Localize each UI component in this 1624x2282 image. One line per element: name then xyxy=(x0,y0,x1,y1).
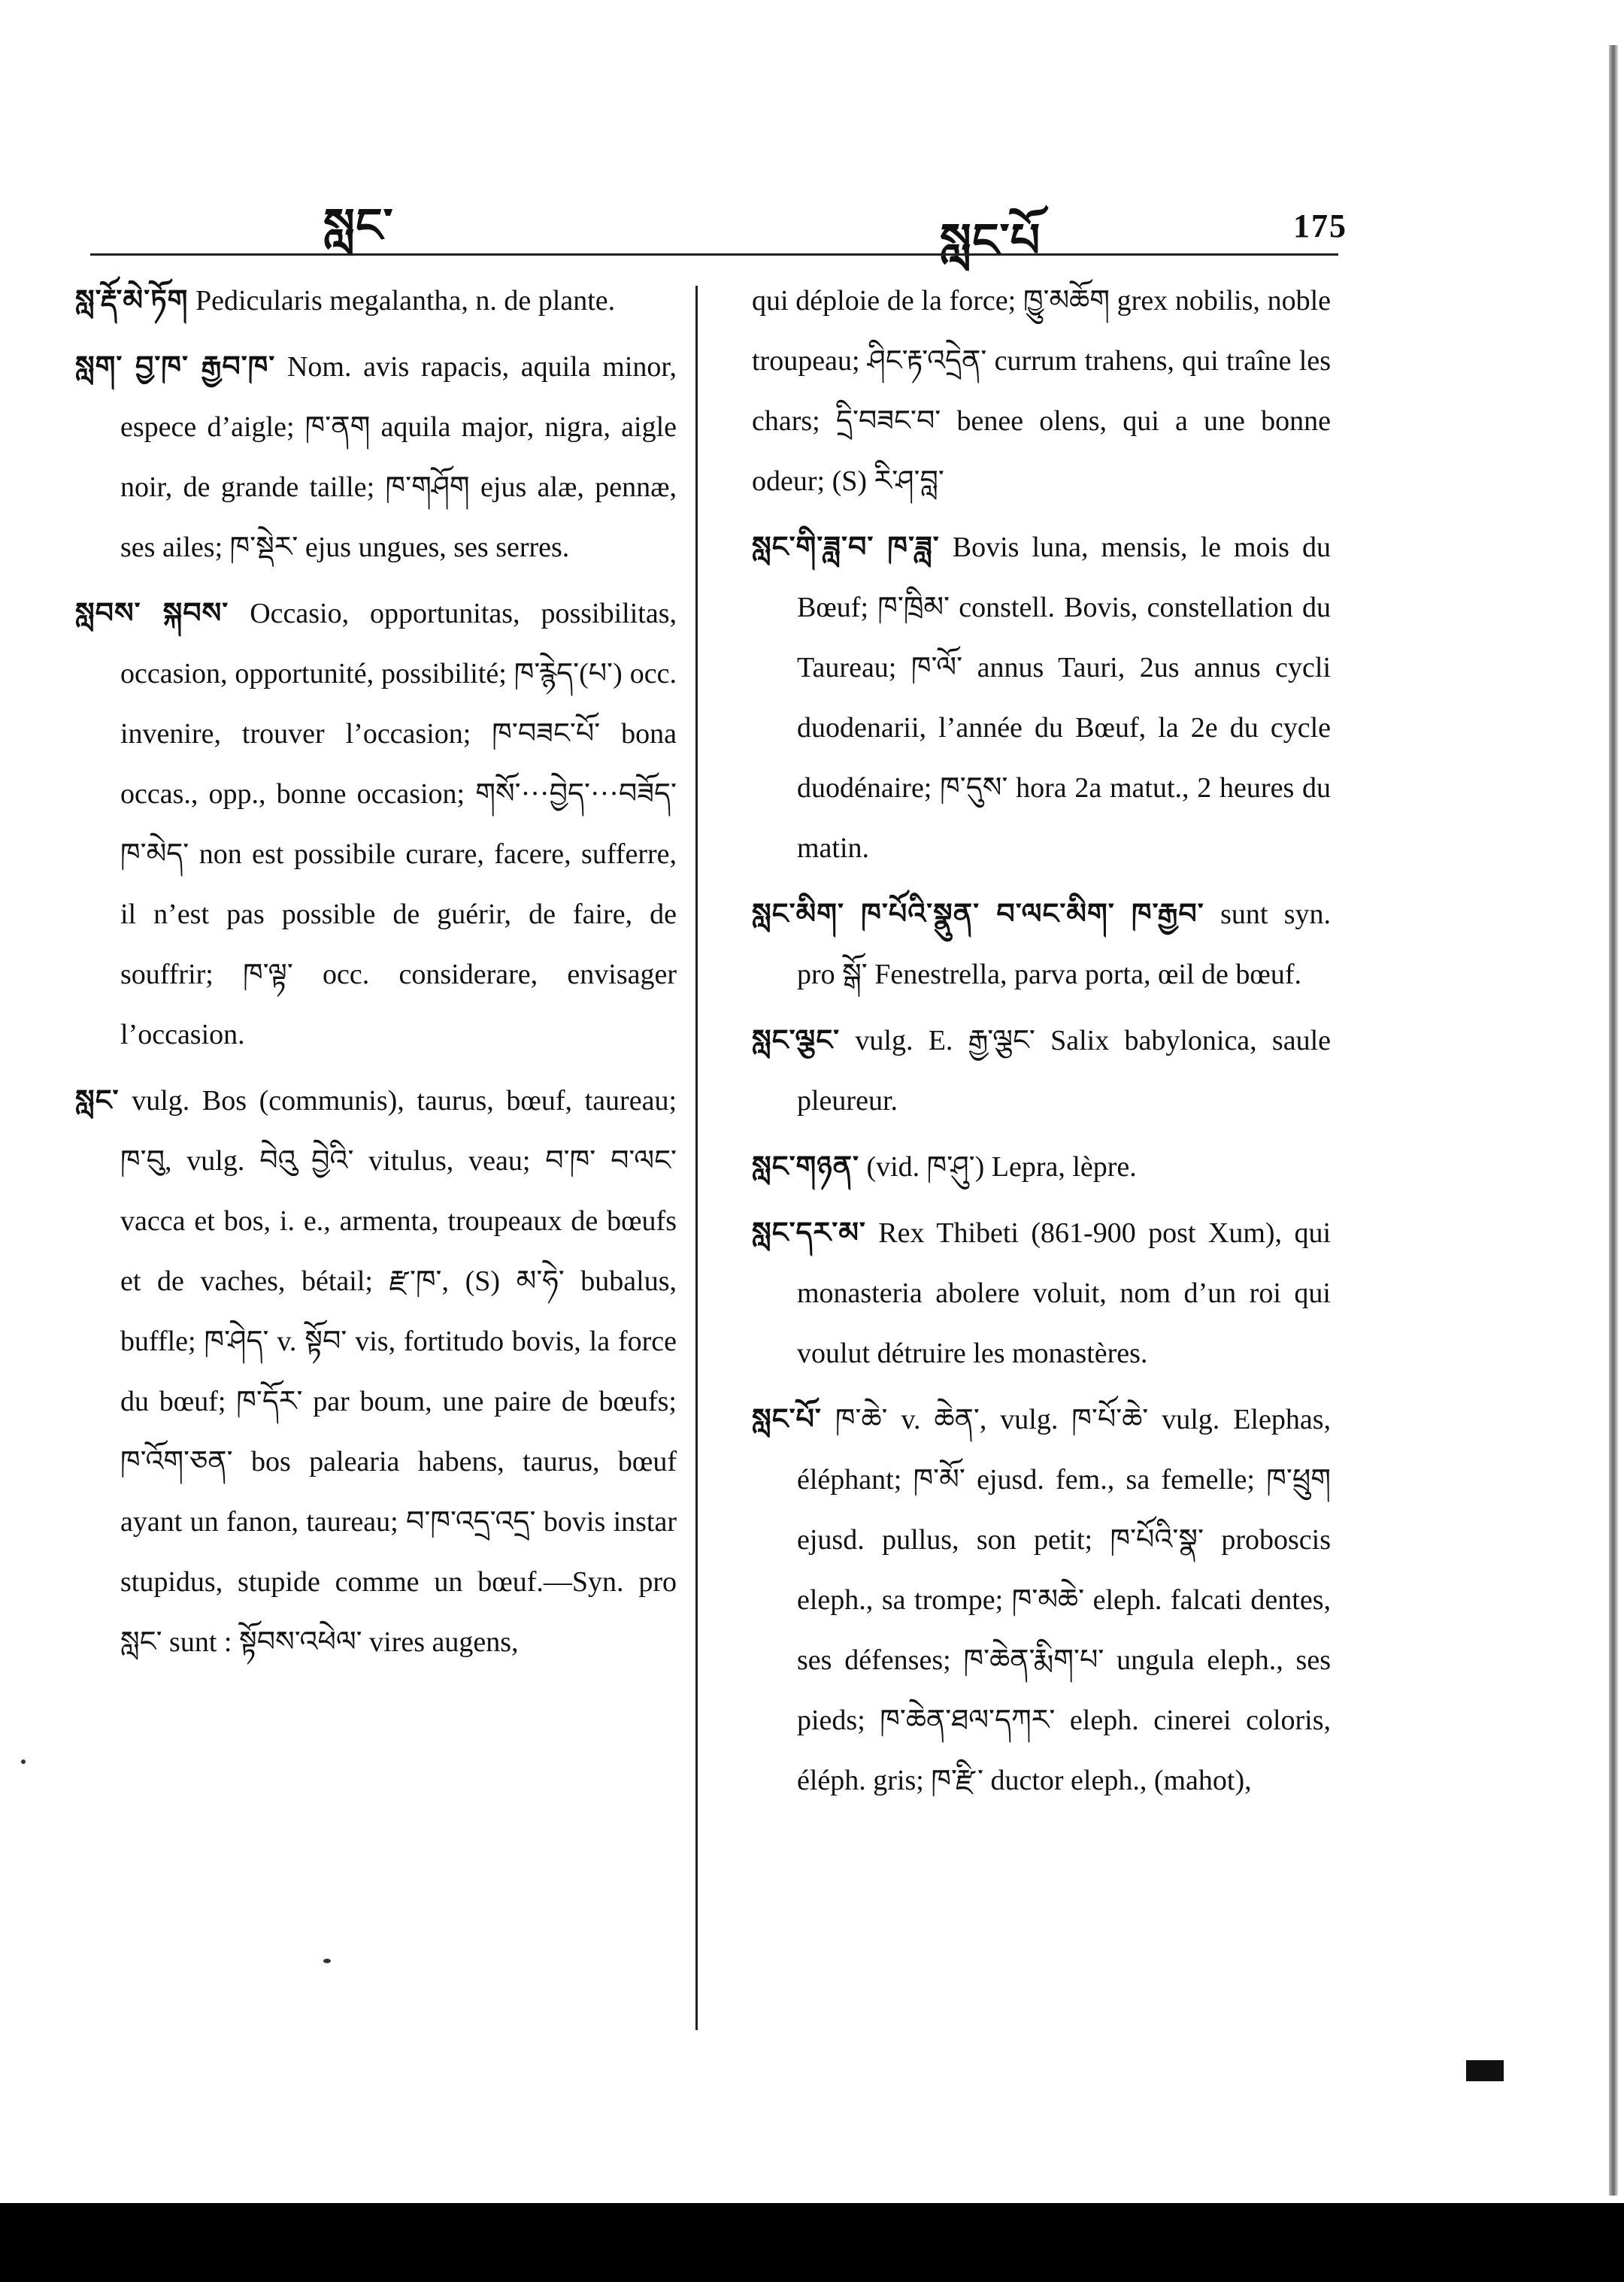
entry-definition: sunt syn. pro སྒོ་ Fenestrella, parva porta, œil de bœuf. xyxy=(797,899,1331,990)
entry xyxy=(752,517,1331,878)
page-number: 175 xyxy=(1293,208,1347,244)
entry-definition: Rex Thibeti (861-900 post Xum), qui monasteria abolere voluit, nom d’un roi qui voulut détruire les monastères. xyxy=(797,1217,1331,1369)
entry-headword: སླ་རྡོ་མེ་ཏོག xyxy=(75,285,189,317)
entry xyxy=(752,884,1331,1005)
right-column xyxy=(752,271,1331,1817)
entry-definition: Bovis luna, mensis, le mois du Bœuf; ཁ་ཁྲིམ་ constell. Bovis, constellation du Taureau; ཁ་ལོ་ annus Tauri, 2us annus cycli duodenarii, l’année du Bœuf, la 2e du cycle duodénaire; ཁ་དུས་ hora 2a matut., 2 heures du matin. xyxy=(797,532,1331,864)
entry-definition: Pedicularis megalantha, n. de plante. xyxy=(195,285,616,317)
entry-headword: སླང་གི་ཟླ་བ་ ཁ་ཟླ་ xyxy=(752,532,940,563)
left-running-headword: སླང་ xyxy=(323,201,394,252)
entry-headword: སླག་ བྱ་ཁ་ རྒྱབ་ཁ་ xyxy=(75,351,276,383)
entry-definition: Occasio, opportunitas, possibilitas, occasion, opportunité, possibilité; ཁ་རྙེད་(པ་) occ. invenire, trouver l’occasion; ཁ་བཟང་པོ་ bona occas., opp., bonne occasion; གསོ་···བྱེད་···བཟོད་ཁ་མེད་ non est possibile curare, facere, sufferre, il n’est pas possible de guérir, de faire, de souffrir; ཁ་ལྟ་ occ. considerare, envisager l’occasion. xyxy=(120,598,677,1050)
entry-headword: སླང་པོ་ xyxy=(752,1404,822,1435)
entry xyxy=(752,1390,1331,1811)
print-speck xyxy=(323,1959,331,1963)
column-separator xyxy=(695,286,698,2030)
page-edge-shadow xyxy=(1609,45,1618,2196)
entry xyxy=(75,337,677,577)
entry-headword: སླང་དར་མ་ xyxy=(752,1217,866,1249)
entry-headword: སླང་ xyxy=(75,1085,120,1117)
entry xyxy=(752,1203,1331,1383)
entry xyxy=(75,583,677,1065)
entry-definition: (vid. ཁ་ཤུ་) Lepra, lèpre. xyxy=(866,1151,1137,1183)
header-rule xyxy=(90,253,1338,256)
entry xyxy=(752,1137,1331,1197)
entry xyxy=(752,1011,1331,1131)
entry-headword: སླབས་ སྐབས་ xyxy=(75,598,229,629)
printer-ornament xyxy=(1466,2060,1504,2081)
entry-headword: སླང་མིག་ ཁ་པོའི་སྣུན་ བ་ལང་མིག་ ཁ་རྒྱབ་ xyxy=(752,899,1204,930)
entry xyxy=(75,271,677,331)
entry xyxy=(75,1071,677,1672)
entry-continuation xyxy=(752,271,1331,511)
scan-bottom-bar xyxy=(0,2203,1624,2282)
entry-definition: qui déploie de la force; ཁྱུ་མཆོག grex nobilis, noble troupeau; ཤིང་རྟ་འདྲེན་ currum trahens, qui traîne les chars; དྲི་བཟང་བ་ benee olens, qui a une bonne odeur; (S) རི་ཤ་བླ་ xyxy=(752,285,1331,497)
center-running-headword: སླང་པོ xyxy=(940,216,1041,267)
entry-headword: སླང་གཉན་ xyxy=(752,1151,859,1183)
entry-definition: vulg. E. རྒྱ་ལྕང་ Salix babylonica, saule pleureur. xyxy=(797,1025,1331,1117)
left-column xyxy=(75,271,677,1678)
print-speck xyxy=(21,1759,26,1764)
page-header xyxy=(0,165,1624,267)
entry-definition: vulg. Bos (communis), taurus, bœuf, taureau; ཁ་བུ, vulg. བེའུ བྱེའི་ vitulus, veau; བ་ཁ་ བ་ལང་ vacca et bos, i. e., armenta, troupeaux de bœufs et de vaches, bétail; རྫ་ཁ་, (S) མ་ཧེ་ bubalus, buffle; ཁ་ཤེད་ v. སྟོབ་ vis, fortitudo bovis, la force du bœuf; ཁ་དོར་ par boum, une paire de bœufs; ཁ་འོག་ཅན་ bos palearia habens, taurus, bœuf ayant un fanon, taureau; བ་ཁ་འདྲ་འདྲ་ bovis instar stupidus, stupide comme un bœuf.—Syn. pro སླང་ sunt : སྟོབས་འཕེལ་ vires augens, xyxy=(120,1085,677,1658)
entry-definition: Nom. avis rapacis, aquila minor, espece d’aigle; ཁ་ནག aquila major, nigra, aigle noir, de grande taille; ཁ་གཤོག ejus alæ, pennæ, ses ailes; ཁ་སྡེར་ ejus ungues, ses serres. xyxy=(120,351,677,563)
entry-definition: ཁ་ཆེ་ v. ཆེན་, vulg. ཁ་པོ་ཆེ་ vulg. Elephas, éléphant; ཁ་མོ་ ejusd. fem., sa femelle; ཁ་ཕྲུག ejusd. pullus, son petit; ཁ་པོའི་སྣ་ proboscis eleph., sa trompe; ཁ་མཆེ་ eleph. falcati dentes, ses défenses; ཁ་ཆེན་རྨིག་པ་ ungula eleph., ses pieds; ཁ་ཆེན་ཐལ་དཀར་ eleph. cinerei coloris, éléph. gris; ཁ་རྫི་ ductor eleph., (mahot), xyxy=(797,1404,1332,1796)
entry-headword: སླང་ལྕང་ xyxy=(752,1025,841,1056)
